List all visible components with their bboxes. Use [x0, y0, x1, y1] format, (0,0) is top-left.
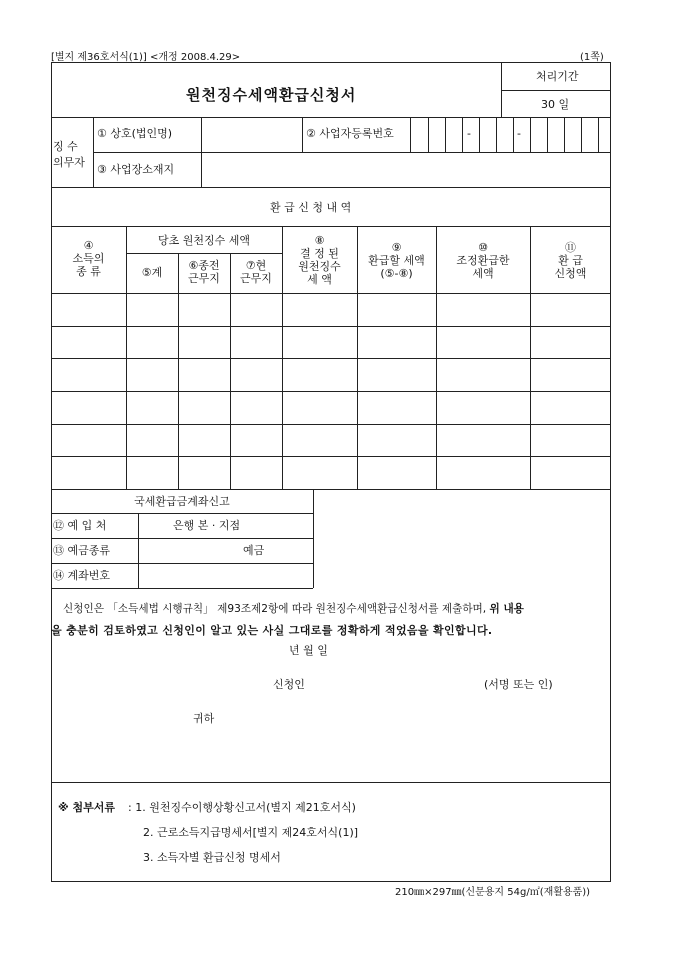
bank-label: ⑫ 예 입 처 — [53, 519, 107, 532]
col10-label-1: 조정환급한 — [456, 254, 510, 267]
registration-dash-2: - — [517, 127, 521, 140]
col9-label-1: 환급할 세액 — [368, 254, 425, 267]
form-number: [별지 제36호서식(1)] <개정 2008.4.29> — [51, 52, 241, 63]
attachments-label: ※ 첨부서류 — [58, 801, 116, 814]
page-label: (1쪽) — [580, 52, 604, 63]
col11-num: ⑪ — [565, 241, 576, 254]
registration-dash-1: - — [467, 127, 471, 140]
col8-label-1: 결 정 된 — [300, 247, 339, 260]
col7-label-2: 근무지 — [240, 272, 272, 285]
col5-label: ⑤계 — [141, 266, 163, 279]
deposit-type-label: ⑬ 예금종류 — [53, 544, 111, 557]
applicant-label: 신청인 — [273, 678, 305, 691]
col9-label-2: (⑤-⑧) — [380, 267, 413, 280]
attachment-item-1: : 1. 원천징수이행상황신고서(별지 제21호서식) — [128, 801, 356, 814]
initial-tax-header: 당초 원천징수 세액 — [157, 234, 250, 247]
business-name-label: ① 상호(법인명) — [97, 127, 173, 140]
processing-period-value: 30 일 — [541, 98, 570, 111]
account-number-label: ⑭ 계좌번호 — [53, 569, 111, 582]
declaration-line-2: 을 충분히 검토하였고 신청인이 알고 있는 사실 그대로를 정확하게 적었음을 확인합니다. — [51, 624, 493, 637]
form-title: 원천징수세액환급신청서 — [186, 86, 357, 104]
col8-label-2: 원천징수 — [298, 260, 341, 273]
col11-label-2: 신청액 — [554, 267, 587, 280]
signature-label: (서명 또는 인) — [484, 678, 553, 691]
declaration-line-1 — [63, 603, 524, 616]
col6-label-1: ⑥종전 — [188, 259, 220, 272]
recipient-label: 귀하 — [193, 712, 215, 725]
paper-spec-footer: 210㎜×297㎜(신문용지 54g/㎡(재활용품)) — [395, 887, 591, 898]
col4-label-1: 소득의 — [72, 252, 105, 265]
col4-label-2: 종 류 — [76, 265, 101, 278]
declaration-line-1-bold: 위 내용 — [489, 603, 524, 615]
withholder-label-2: 의무자 — [53, 156, 85, 169]
col6-label-2: 근무지 — [188, 272, 220, 285]
account-title: 국세환급금계좌신고 — [134, 495, 230, 508]
withholder-label-1: 징 수 — [53, 140, 78, 153]
bank-value: 은행 본 · 지점 — [173, 519, 241, 532]
attachment-item-3: 3. 소득자별 환급신청 명세서 — [143, 851, 281, 864]
processing-period-label: 처리기간 — [536, 70, 579, 83]
registration-number-label: ② 사업자등록번호 — [306, 127, 394, 140]
deposit-type-value: 예금 — [243, 544, 265, 557]
col10-label-2: 세액 — [472, 267, 494, 280]
declaration-line-1-normal: 신청인은 「소득세법 시행규칙」 제93조제2항에 따라 원천징수세액환급신청서를 제출하며, — [63, 603, 487, 615]
col10-num: ⑩ — [478, 241, 488, 254]
attachment-item-2: 2. 근로소득지급명세서[별지 제24호서식(1)] — [143, 826, 359, 839]
col8-num: ⑧ — [314, 234, 325, 247]
col4-num: ④ — [83, 239, 94, 252]
business-address-label: ③ 사업장소재지 — [97, 163, 175, 176]
col8-label-3: 세 액 — [307, 273, 332, 286]
declaration-date: 년 월 일 — [289, 644, 328, 657]
col11-label-1: 환 급 — [558, 254, 583, 267]
refund-section-title: 환 급 신 청 내 역 — [270, 201, 352, 214]
col7-label-1: ⑦현 — [245, 259, 267, 272]
col9-num: ⑨ — [391, 241, 402, 254]
